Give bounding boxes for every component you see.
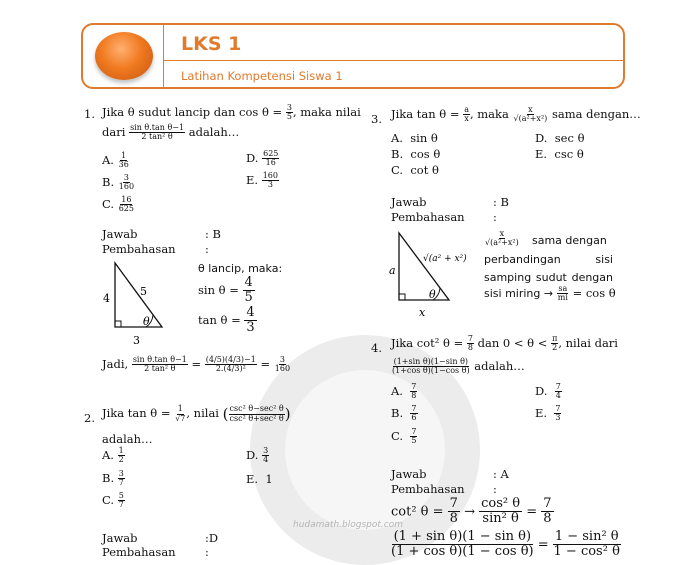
q1-number: 1. [84,107,95,121]
q3-option-b[interactable]: B. cos θ [391,147,441,161]
q1-pembahasan-colon: : [205,242,209,256]
q3-pembahasan-label: Pembahasan [391,210,465,224]
q3-number: 3. [371,112,382,126]
q4-jawab-value: : A [493,467,509,481]
q3-tri-side-left: a [389,264,396,277]
q1-pembahasan-label: Pembahasan [102,242,176,256]
q3-tri-side-hyp: √(a² + x²) [423,254,467,264]
q3-stem: Jika tan θ = $\frac{a}{x}$ , maka $\frac{x}{\text{√(a²+x²)}}$ sama dengan… [391,105,641,124]
q4-step1: cot² θ = $\frac{7}{8}$ → $\frac{\text{cos² θ}}{\text{sin² θ}}$ = $\frac{7}{8}$ [391,496,552,527]
q3-explain-line4: sisi miring → $\frac{sa}{mi}$ = cos θ [484,284,616,303]
q4-option-e[interactable]: E. $\frac{7}{3}$ [535,404,561,423]
q1-stem-line1: Jika θ sudut lancip dan cos θ = $\frac{3}{5}$ , maka nilai [102,103,361,122]
page-subtitle: Latihan Kompetensi Siswa 1 [181,69,343,83]
q3-explain-line1: sama dengan [532,234,607,247]
q4-option-a[interactable]: A. $\frac{7}{8}$ [391,382,417,401]
q4-step2: $\frac{\text{(1 + sin θ)(1 − sin θ)}}{\text{(1 + cos θ)(1 − cos θ)}}$ = $\frac{\text{1 − sin² θ}}{\text{1 − cos² θ}}$ [391,529,620,560]
q1-sin-line: sin θ = $\frac{4}{5}$ [198,275,253,306]
q1-tri-side-bottom: 3 [133,334,140,347]
q1-option-e[interactable]: E. $\frac{160}{3}$ [246,171,278,190]
q4-option-d[interactable]: D. $\frac{7}{4}$ [535,382,561,401]
q3-jawab-value: : B [493,195,509,209]
q3-tri-side-bottom: x [419,306,426,319]
q1-triangle-diagram [100,255,195,347]
q4-jawab-label: Jawab [391,467,427,481]
q1-tri-side-hyp: 5 [140,285,147,298]
page-title: LKS 1 [181,33,242,55]
q4-pembahasan-label: Pembahasan [391,482,465,496]
q3-option-a[interactable]: A. sin θ [391,131,438,145]
q3-triangle-diagram [387,228,482,320]
q3-explain-line2: perbandingan sisi [484,253,613,266]
q1-tan-line: tan θ = $\frac{4}{3}$ [198,305,255,336]
q2-option-e[interactable]: E. 1 [246,472,273,486]
q2-jawab-value: :D [205,531,219,545]
q4-stem-line2: $\frac{\text{(1+sin θ)(1−sin θ)}}{\text{(1+cos θ)(1−cos θ)}}$ adalah… [392,357,525,376]
q3-jawab-label: Jawab [391,195,427,209]
q2-option-c[interactable]: C. $\frac{5}{7}$ [102,491,124,510]
q1-lancip-text: θ lancip, maka: [198,262,283,275]
watermark-text: hudamath.blogspot.com [293,520,403,530]
q1-option-c[interactable]: C. $\frac{16}{625}$ [102,195,134,214]
q3-option-d[interactable]: D. sec θ [535,131,585,145]
q1-jawab-value: : B [205,227,221,241]
q1-jadi-line: Jadi, $\frac{\text{sin θ.tan θ−1}}{\text{2 tan² θ}}$ = $\frac{(4/5)(4/3)-1}{\text{2.(4/3)²}}$ = $\frac{3}{160}$ [102,355,291,374]
header-divider-horizontal [163,60,623,61]
q3-explain-frac: $\frac{x}{\text{√(a²+x²)}}$ [485,229,519,248]
q1-option-d[interactable]: D. $\frac{625}{16}$ [246,149,279,168]
header-divider-vertical [163,25,164,87]
q3-explain-line3: samping sudut dengan [484,271,613,284]
q4-option-b[interactable]: B. $\frac{7}{6}$ [391,404,417,423]
q1-tri-side-left: 4 [103,292,110,305]
orange-circle-logo [95,32,153,80]
q1-option-b[interactable]: B. $\frac{3}{160}$ [102,173,135,192]
q3-option-c[interactable]: C. cot θ [391,163,439,177]
q3-tri-angle: θ [429,288,436,301]
q2-pembahasan-colon: : [205,545,209,559]
q4-pembahasan-colon: : [493,482,497,496]
q2-number: 2. [84,411,95,425]
q2-stem-line2: adalah… [102,432,153,446]
q2-option-a[interactable]: A. $\frac{1}{2}$ [102,446,124,465]
q3-pembahasan-colon: : [493,210,497,224]
q1-option-a[interactable]: A. $\frac{1}{36}$ [102,151,129,170]
q1-tri-angle: θ [143,315,150,328]
q2-stem-line1: Jika tan θ = $\frac{1}{√7}$ , nilai ( $\frac{\text{csc² θ−sec² θ}}{\text{csc² θ+sec² θ}}$ ) [102,404,291,423]
q1-jawab-label: Jawab [102,227,138,241]
q4-stem-line1: Jika cot² θ = $\frac{7}{8}$ dan 0 < θ < $\frac{\pi}{2}$ , nilai dari [391,334,618,353]
q4-option-c[interactable]: C. $\frac{7}{5}$ [391,427,417,446]
q3-option-e[interactable]: E. csc θ [535,147,584,161]
q2-option-d[interactable]: D. $\frac{3}{4}$ [246,446,269,465]
q4-number: 4. [371,341,382,355]
q1-stem-line2: dari $\frac{\text{sin θ.tan θ−1}}{\text{2 tan² θ}}$ adalah… [102,123,240,142]
q2-pembahasan-label: Pembahasan [102,545,176,559]
q2-option-b[interactable]: B. $\frac{3}{7}$ [102,469,124,488]
q2-jawab-label: Jawab [102,531,138,545]
